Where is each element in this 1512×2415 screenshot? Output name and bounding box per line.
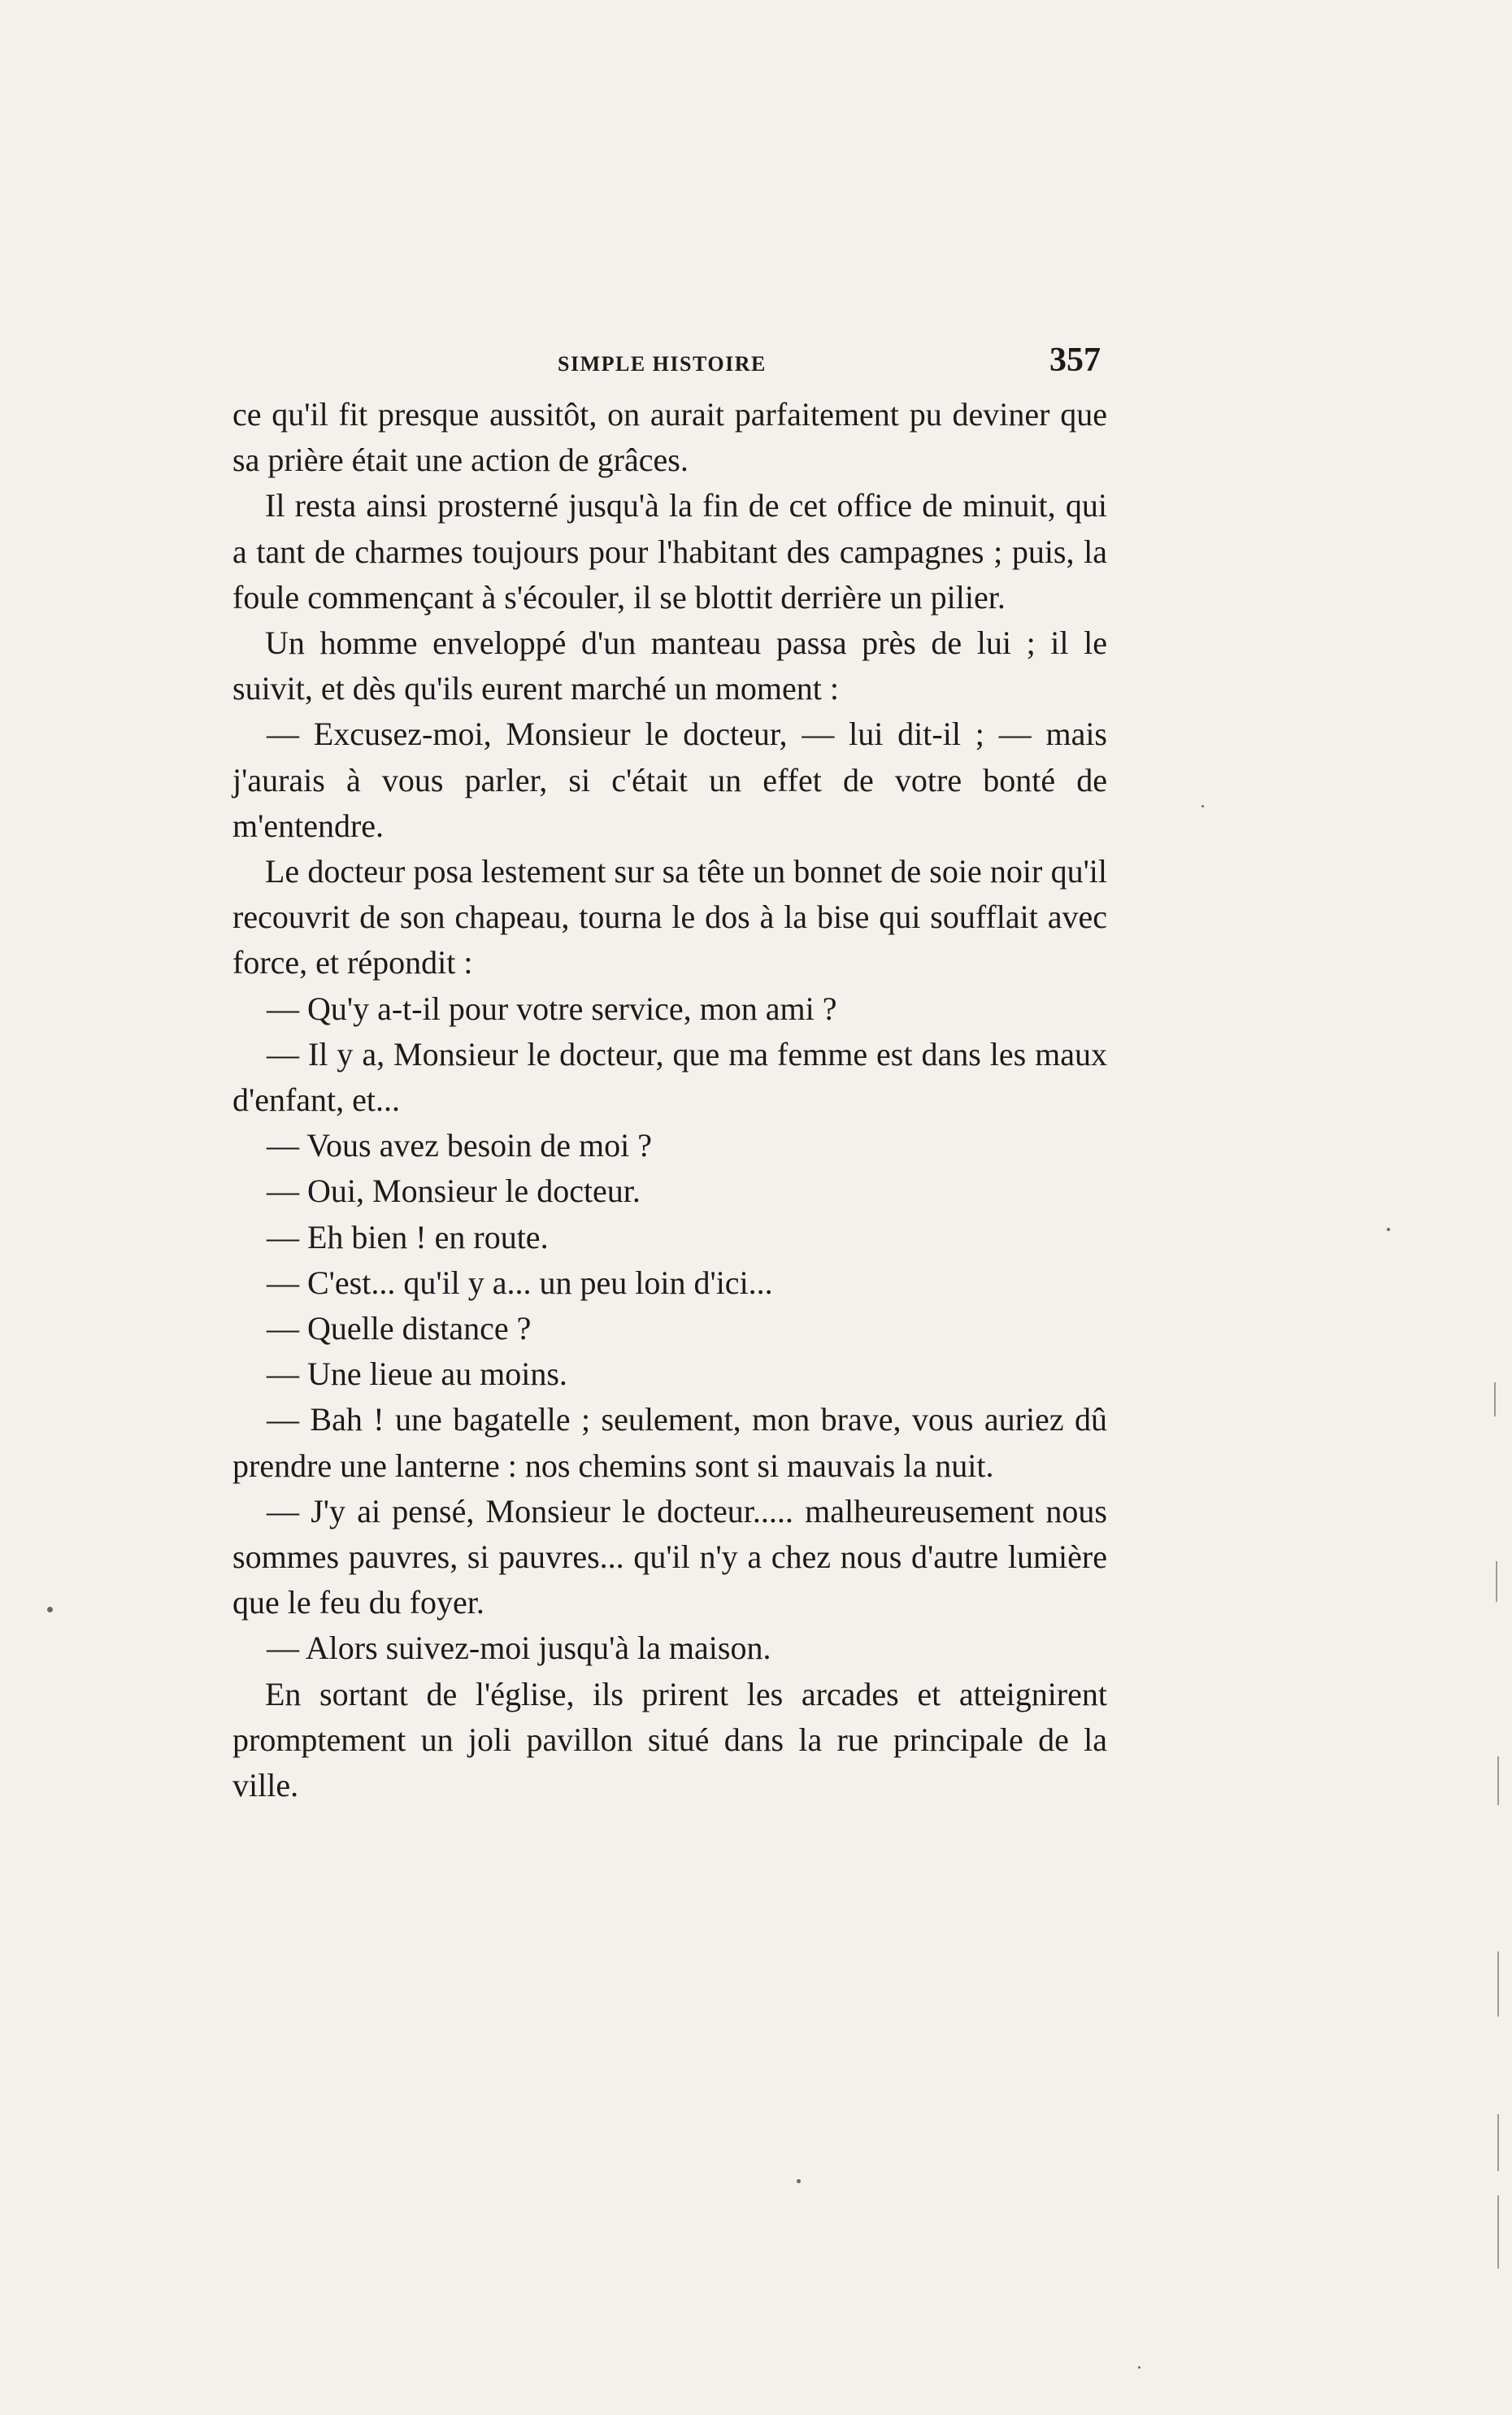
paragraph-2: Il resta ainsi prosterné jusqu'à la fin de cet office de minuit, qui a tant de charmes toujours pour l'habitant des campagnes ; puis, la foule commençant à s'écouler, il se blottit derrière un pilier. <box>232 487 1107 616</box>
dialogue-line-2: — Qu'y a-t-il pour votre service, mon ami ? <box>267 990 837 1027</box>
paragraph-4: Le docteur posa lestement sur sa tête un bonnet de soie noir qu'il recouvrit de son chapeau, tourna le dos à la bise qui soufflait avec force, et répondit : <box>232 853 1107 981</box>
edge-line <box>1497 2114 1499 2171</box>
dialogue-line-11: — J'y ai pensé, Monsieur le docteur..... malheureusement nous sommes pauvres, si pauvres... qu'il n'y a chez nous d'autre lumière que le feu du foyer. <box>232 1492 1107 1621</box>
paragraph-3: Un homme enveloppé d'un manteau passa près de lui ; il le suivit, et dès qu'ils eurent marché un moment : <box>232 624 1107 707</box>
dialogue-line-9: — Une lieue au moins. <box>267 1355 567 1393</box>
edge-line <box>1497 1952 1499 2017</box>
edge-line <box>1497 2195 1499 2269</box>
body-text <box>232 392 1107 1808</box>
page-header <box>232 337 1107 386</box>
dialogue-line-10: — Bah ! une bagatelle ; seulement, mon brave, vous auriez dû prendre une lanterne : nos chemins sont si mauvais la nuit. <box>232 1401 1107 1484</box>
edge-line <box>1497 1756 1499 1805</box>
paragraph-5: En sortant de l'église, ils prirent les arcades et atteignirent promptement un joli pavillon situé dans la rue principale de la ville. <box>232 1675 1107 1804</box>
ink-speck <box>1138 2366 1141 2369</box>
ink-speck <box>797 2179 801 2183</box>
dialogue-line-4: — Vous avez besoin de moi ? <box>267 1127 653 1164</box>
ink-speck <box>1201 805 1204 807</box>
running-title: SIMPLE HISTOIRE <box>558 352 767 376</box>
dialogue-line-8: — Quelle distance ? <box>267 1310 532 1347</box>
dialogue-line-6: — Eh bien ! en route. <box>267 1218 549 1255</box>
dialogue-line-7: — C'est... qu'il y a... un peu loin d'ici... <box>267 1264 773 1301</box>
page-number: 357 <box>1049 342 1101 379</box>
dialogue-line-3: — Il y a, Monsieur le docteur, que ma femme est dans les maux d'enfant, et... <box>232 1035 1107 1119</box>
paragraph-1: ce qu'il fit presque aussitôt, on aurait parfaitement pu deviner que sa prière était une action de grâces. <box>232 396 1107 479</box>
ink-speck <box>1387 1228 1390 1231</box>
dialogue-line-12: — Alors suivez-moi jusqu'à la maison. <box>267 1630 771 1667</box>
ink-speck <box>47 1607 53 1612</box>
dialogue-line-5: — Oui, Monsieur le docteur. <box>267 1173 641 1210</box>
edge-line <box>1494 1382 1496 1416</box>
dialogue-line-1: — Excusez-moi, Monsieur le docteur, — lui dit-il ; — mais j'aurais à vous parler, si c'était un effet de votre bonté de m'entendre. <box>232 716 1107 844</box>
edge-line <box>1496 1561 1497 1602</box>
